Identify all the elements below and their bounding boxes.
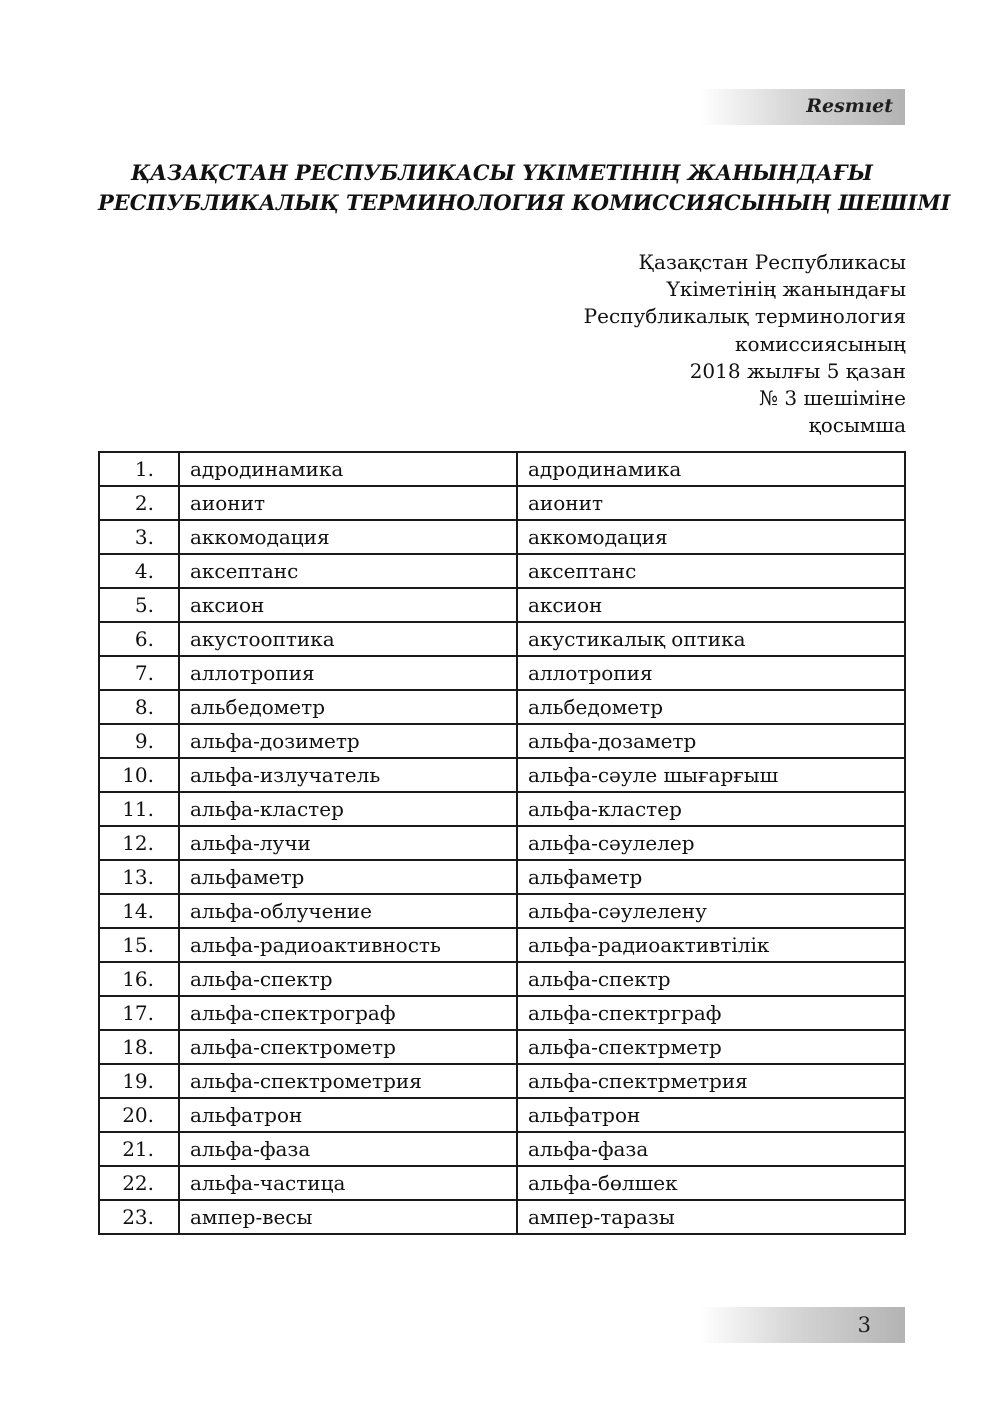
table-row xyxy=(99,452,905,486)
annex-line: Республикалық терминология xyxy=(583,304,906,329)
table-row xyxy=(99,792,905,826)
table-row xyxy=(99,1200,905,1234)
kazakh-term-cell: аксион xyxy=(517,588,905,622)
kazakh-term-cell: альфатрон xyxy=(517,1098,905,1132)
row-number-cell: 22. xyxy=(99,1166,179,1200)
kazakh-term-cell: альфа-спектрграф xyxy=(517,996,905,1030)
russian-term-cell: альфатрон xyxy=(179,1098,517,1132)
kazakh-term-cell: альфа-сәулелер xyxy=(517,826,905,860)
footer-band xyxy=(700,1307,905,1343)
kazakh-term-cell: альфа-спектр xyxy=(517,962,905,996)
table-row xyxy=(99,860,905,894)
kazakh-term-cell: альбедометр xyxy=(517,690,905,724)
kazakh-term-cell: аксептанс xyxy=(517,554,905,588)
russian-term-cell: аксептанс xyxy=(179,554,517,588)
table-row xyxy=(99,588,905,622)
russian-term-cell: ампер-весы xyxy=(179,1200,517,1234)
row-number-cell: 2. xyxy=(99,486,179,520)
row-number-cell: 5. xyxy=(99,588,179,622)
table-row xyxy=(99,690,905,724)
russian-term-cell: акустооптика xyxy=(179,622,517,656)
terms-table-body xyxy=(99,452,905,1234)
russian-term-cell: альфа-облучение xyxy=(179,894,517,928)
row-number-cell: 6. xyxy=(99,622,179,656)
kazakh-term-cell: альфаметр xyxy=(517,860,905,894)
annex-reference xyxy=(584,249,906,439)
annex-line: Үкіметінің жанындағы xyxy=(666,277,906,302)
row-number-cell: 13. xyxy=(99,860,179,894)
table-row xyxy=(99,486,905,520)
kazakh-term-cell: аионит xyxy=(517,486,905,520)
title-line-2: РЕСПУБЛИКАЛЫҚ ТЕРМИНОЛОГИЯ КОМИССИЯСЫНЫҢ ШЕШІМІ xyxy=(98,190,951,215)
annex-line: комиссиясының xyxy=(735,331,906,356)
russian-term-cell: альфа-радиоактивность xyxy=(179,928,517,962)
table-row xyxy=(99,1030,905,1064)
russian-term-cell: альбедометр xyxy=(179,690,517,724)
russian-term-cell: альфа-фаза xyxy=(179,1132,517,1166)
kazakh-term-cell: альфа-сәулелену xyxy=(517,894,905,928)
table-row xyxy=(99,962,905,996)
journal-section-label: Resmıet xyxy=(806,95,893,117)
annex-line: 2018 жылғы 5 қазан xyxy=(689,358,906,383)
kazakh-term-cell: альфа-бөлшек xyxy=(517,1166,905,1200)
table-row xyxy=(99,928,905,962)
table-row xyxy=(99,520,905,554)
russian-term-cell: аионит xyxy=(179,486,517,520)
row-number-cell: 21. xyxy=(99,1132,179,1166)
table-row xyxy=(99,656,905,690)
russian-term-cell: адродинамика xyxy=(179,452,517,486)
russian-term-cell: аксион xyxy=(179,588,517,622)
table-row xyxy=(99,1098,905,1132)
russian-term-cell: альфа-частица xyxy=(179,1166,517,1200)
header-band xyxy=(700,89,905,125)
annex-line: Қазақстан Республикасы xyxy=(638,250,906,274)
russian-term-cell: альфа-лучи xyxy=(179,826,517,860)
row-number-cell: 7. xyxy=(99,656,179,690)
russian-term-cell: аккомодация xyxy=(179,520,517,554)
row-number-cell: 17. xyxy=(99,996,179,1030)
row-number-cell: 23. xyxy=(99,1200,179,1234)
row-number-cell: 16. xyxy=(99,962,179,996)
russian-term-cell: аллотропия xyxy=(179,656,517,690)
russian-term-cell: альфа-излучатель xyxy=(179,758,517,792)
table-row xyxy=(99,758,905,792)
kazakh-term-cell: аккомодация xyxy=(517,520,905,554)
russian-term-cell: альфа-спектрограф xyxy=(179,996,517,1030)
row-number-cell: 4. xyxy=(99,554,179,588)
kazakh-term-cell: альфа-спектрметр xyxy=(517,1030,905,1064)
kazakh-term-cell: альфа-кластер xyxy=(517,792,905,826)
kazakh-term-cell: альфа-сәуле шығарғыш xyxy=(517,758,905,792)
russian-term-cell: альфаметр xyxy=(179,860,517,894)
row-number-cell: 10. xyxy=(99,758,179,792)
table-row xyxy=(99,1166,905,1200)
row-number-cell: 3. xyxy=(99,520,179,554)
kazakh-term-cell: ампер-таразы xyxy=(517,1200,905,1234)
russian-term-cell: альфа-спектрометрия xyxy=(179,1064,517,1098)
kazakh-term-cell: аллотропия xyxy=(517,656,905,690)
row-number-cell: 8. xyxy=(99,690,179,724)
table-row xyxy=(99,996,905,1030)
russian-term-cell: альфа-спектрометр xyxy=(179,1030,517,1064)
table-row xyxy=(99,724,905,758)
kazakh-term-cell: альфа-спектрметрия xyxy=(517,1064,905,1098)
russian-term-cell: альфа-кластер xyxy=(179,792,517,826)
kazakh-term-cell: альфа-радиоактивтілік xyxy=(517,928,905,962)
table-row xyxy=(99,1132,905,1166)
kazakh-term-cell: альфа-дозаметр xyxy=(517,724,905,758)
table-row xyxy=(99,554,905,588)
row-number-cell: 12. xyxy=(99,826,179,860)
russian-term-cell: альфа-дозиметр xyxy=(179,724,517,758)
annex-line: қосымша xyxy=(808,413,906,438)
table-row xyxy=(99,1064,905,1098)
russian-term-cell: альфа-спектр xyxy=(179,962,517,996)
row-number-cell: 20. xyxy=(99,1098,179,1132)
kazakh-term-cell: акустикалық оптика xyxy=(517,622,905,656)
row-number-cell: 19. xyxy=(99,1064,179,1098)
kazakh-term-cell: адродинамика xyxy=(517,452,905,486)
kazakh-term-cell: альфа-фаза xyxy=(517,1132,905,1166)
table-row xyxy=(99,622,905,656)
row-number-cell: 15. xyxy=(99,928,179,962)
page-number: 3 xyxy=(857,1313,871,1337)
document-title xyxy=(98,158,951,218)
title-line-1: ҚАЗАҚСТАН РЕСПУБЛИКАСЫ ҮКІМЕТІНІҢ ЖАНЫНДАҒЫ xyxy=(131,160,873,185)
table-row xyxy=(99,826,905,860)
row-number-cell: 1. xyxy=(99,452,179,486)
row-number-cell: 18. xyxy=(99,1030,179,1064)
terms-table xyxy=(98,451,906,1235)
table-row xyxy=(99,894,905,928)
annex-line: № 3 шешіміне xyxy=(759,386,906,411)
row-number-cell: 11. xyxy=(99,792,179,826)
row-number-cell: 9. xyxy=(99,724,179,758)
row-number-cell: 14. xyxy=(99,894,179,928)
